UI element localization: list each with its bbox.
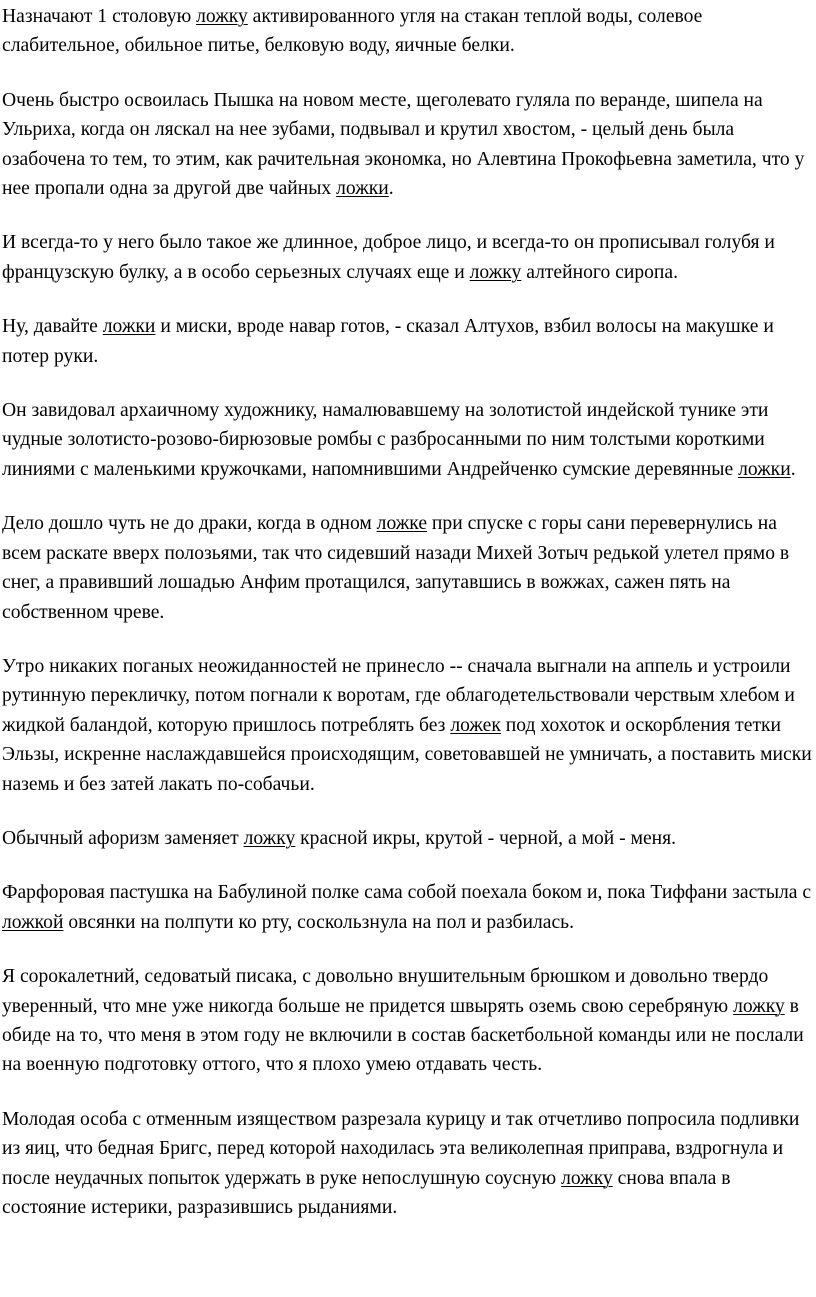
paragraph-10 [2, 962, 816, 1080]
paragraph-1 [2, 2, 816, 61]
paragraph-text: и миски, вроде навар готов, - сказал Алтухов, взбил волосы на макушке и потер руки. [2, 316, 774, 367]
paragraph-2 [2, 86, 816, 204]
paragraph-text: Обычный афоризм заменяет [2, 827, 244, 849]
paragraph-text: Очень быстро освоилась Пышка на новом месте, щеголевато гуляла по веранде, шипела на Ульриха, когда он ляскал на нее зубами, подвывал и крутил хвостом, - целый день была озабочена то тем, то этим, как рачительная экономка, но Алевтина Прокофьевна заметила, что у нее пропали одна за другой две чайных [2, 89, 805, 200]
paragraph-7 [2, 652, 816, 799]
document-body [2, 2, 816, 1247]
paragraph-text: красной икры, крутой - черной, а мой - меня. [295, 827, 677, 849]
paragraph-8 [2, 824, 816, 853]
paragraph-4 [2, 312, 816, 371]
paragraph-5 [2, 396, 816, 484]
paragraph-text: . [790, 458, 796, 480]
keyword-link[interactable]: ложки [102, 316, 156, 338]
paragraph-text: Ну, давайте [2, 316, 103, 338]
paragraph-text: активированного угля на стакан теплой воды, солевое слабительное, обильное питье, белковую воду, яичные белки. [2, 6, 703, 57]
paragraph-text: Фарфоровая пастушка на Бабулиной полке сама собой поехала боком и, пока Тиффани застыла с [2, 882, 812, 904]
keyword-link[interactable]: ложки [738, 458, 791, 480]
paragraph-text: снова впала в состояние истерики, разразившись рыданиями. [2, 1167, 731, 1218]
paragraph-text: Я сорокалетний, седоватый писака, с довольно внушительным брюшком и довольно твердо уверенный, что мне уже никогда больше не придется швырять оземь свою серебряную [2, 966, 769, 1017]
paragraph-text: . [388, 178, 394, 200]
paragraph-text: Дело дошло чуть не до драки, когда в одном [2, 513, 377, 535]
paragraph-text: Утро никаких поганых неожиданностей не принесло -- сначала выгнали на аппель и устроили рутинную перекличку, потом погнали к воротам, где облагодетельствовали черствым хлебом и жидкой баландой, которую пришлось потреблять без [2, 655, 795, 736]
paragraph-6 [2, 509, 816, 627]
keyword-link[interactable]: ложки [336, 178, 389, 200]
keyword-link[interactable]: ложку [469, 261, 522, 283]
keyword-link[interactable]: ложку [243, 827, 296, 849]
paragraph-text: при спуске с горы сани перевернулись на всем раскате вверх полозьями, так что сидевший назади Михей Зотыч редькой улетел прямо в снег, а правивший лошадью Анфим протащился, запутавшись в вожжах, сажен пять на собственном чреве. [2, 513, 790, 623]
paragraph-text: Молодая особа с отменным изяществом разрезала курицу и так отчетливо попросила подливки из яиц, что бедная Бригс, перед которой находилась эта великолепная приправа, вздрогнула и после неудачных попыток удержать в руке непослушную соусную [2, 1108, 800, 1189]
paragraph-text: И всегда-то у него было такое же длинное, доброе лицо, и всегда-то он прописывал голубя и французскую булку, а в особо серьезных случаях еще и [2, 232, 775, 283]
paragraph-text: Он завидовал архаичному художнику, намалювавшему на золотистой индейской тунике эти чудные золотисто-розово-бирюзовые ромбы с разбросанными по ним толстыми короткими линиями с маленькими кружочками, напомнившими Андрейченко сумские деревянные [2, 400, 769, 480]
keyword-link[interactable]: ложку [733, 995, 785, 1017]
paragraph-text: в обиде на то, что меня в этом году не включили в состав баскетбольной команды или не послали на военную подготовку оттого, что я плохо умею отдавать честь. [2, 995, 804, 1076]
keyword-link[interactable]: ложку [561, 1167, 613, 1189]
paragraph-text: овсянки на полпути ко рту, соскользнула на пол и разбилась. [63, 911, 575, 933]
keyword-link[interactable]: ложку [196, 6, 248, 27]
keyword-link[interactable]: ложкой [2, 911, 64, 933]
paragraph-text: алтейного сиропа. [521, 261, 679, 283]
keyword-link[interactable]: ложек [450, 714, 501, 736]
paragraph-11 [2, 1105, 816, 1223]
keyword-link[interactable]: ложке [376, 513, 428, 535]
paragraph-text: Назначают 1 столовую [2, 6, 197, 27]
paragraph-9 [2, 878, 816, 937]
paragraph-3 [2, 228, 816, 287]
paragraph-text: под хохоток и оскорбления тетки Эльзы, искренне наслаждавшейся происходящим, советовавшей не умничать, а поставить миски наземь и без затей лакать по-собачьи. [2, 714, 812, 795]
